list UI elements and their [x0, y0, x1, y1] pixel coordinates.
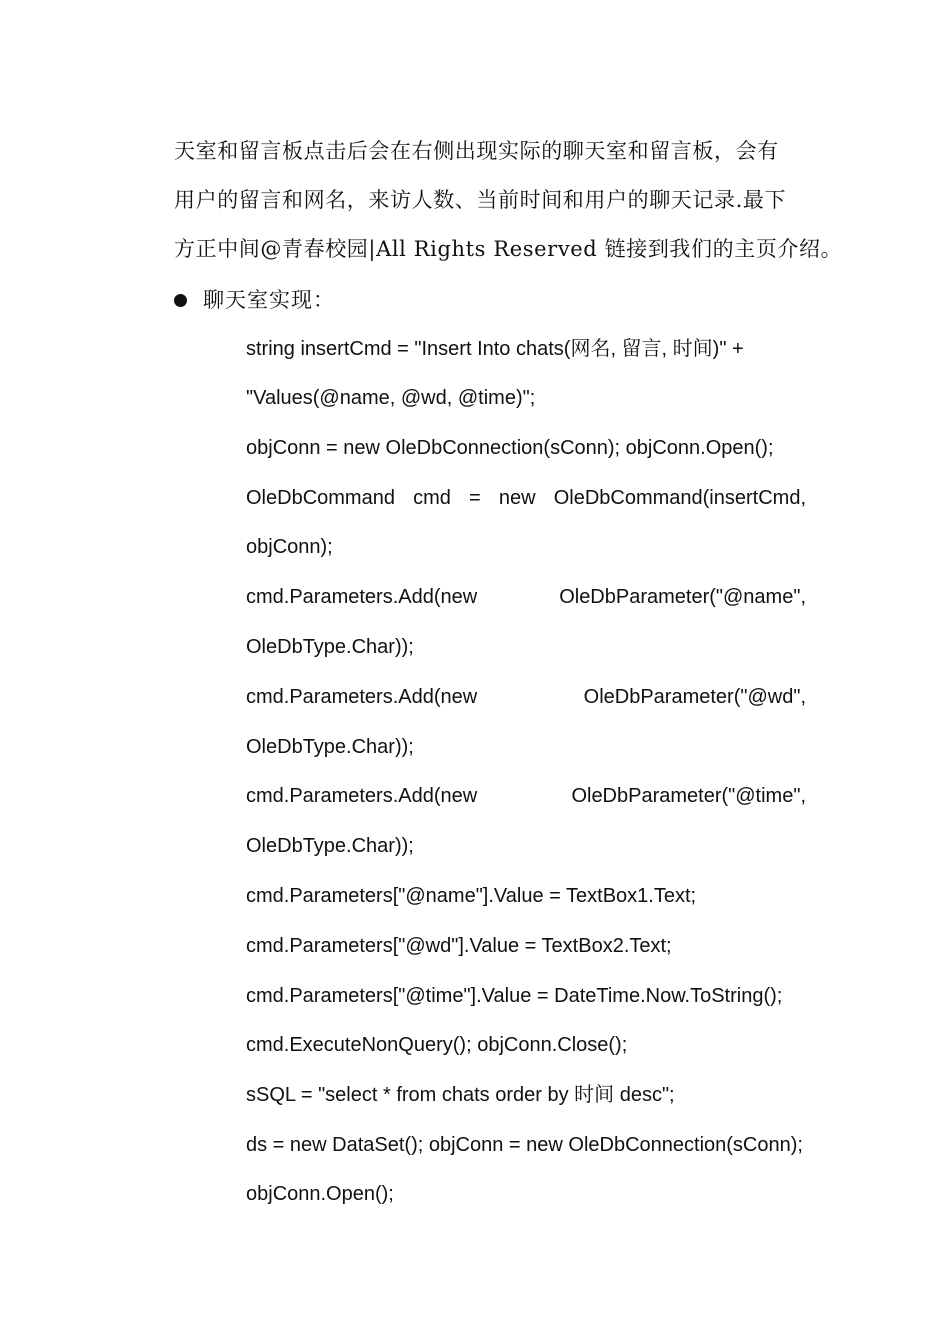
- code-line-16: sSQL = "select * from chats order by 时间 desc";: [246, 1084, 675, 1106]
- paragraph-line-1: 天室和留言板点击后会在右侧出现实际的聊天室和留言板，会有: [174, 139, 779, 163]
- code-token: OleDbParameter("@time",: [571, 785, 806, 807]
- code-line-8: [246, 683, 806, 711]
- code-token: OleDbParameter("@wd",: [583, 686, 806, 708]
- paragraph-line-2: 用户的留言和网名，来访人数、当前时间和用户的聊天记录.最下: [174, 188, 787, 212]
- code-line-15: cmd.ExecuteNonQuery(); objConn.Close();: [246, 1034, 628, 1056]
- bullet-label: 聊天室实现：: [203, 288, 335, 312]
- code-line-17: ds = new DataSet(); objConn = new OleDbConnection(sConn);: [246, 1134, 803, 1156]
- code-line-12: cmd.Parameters["@name"].Value = TextBox1.Text;: [246, 885, 697, 907]
- code-line-7: OleDbType.Char));: [246, 636, 414, 658]
- code-line-4: [246, 484, 806, 512]
- code-line-5: objConn);: [246, 536, 333, 558]
- code-line-9: OleDbType.Char));: [246, 736, 414, 758]
- code-token: new: [498, 487, 536, 509]
- code-line-10: [246, 782, 806, 810]
- code-line-11: OleDbType.Char));: [246, 835, 414, 857]
- code-token: OleDbCommand(insertCmd,: [553, 487, 806, 509]
- code-token: cmd.Parameters.Add(new: [246, 686, 478, 708]
- code-line-2: "Values(@name, @wd, @time)";: [246, 387, 536, 409]
- code-token: cmd.Parameters.Add(new: [246, 586, 478, 608]
- code-line-18: objConn.Open();: [246, 1183, 394, 1205]
- code-token: cmd.Parameters.Add(new: [246, 785, 478, 807]
- code-line-13: cmd.Parameters["@wd"].Value = TextBox2.Text;: [246, 935, 672, 957]
- code-token: OleDbParameter("@name",: [559, 586, 806, 608]
- code-token: cmd: [413, 487, 451, 509]
- code-line-3: objConn = new OleDbConnection(sConn); objConn.Open();: [246, 437, 774, 459]
- code-line-6: [246, 583, 806, 611]
- paragraph-line-3: 方正中间@青春校园|All Rights Reserved 链接到我们的主页介绍。: [174, 237, 843, 261]
- bullet-dot-icon: [174, 294, 187, 307]
- code-token: OleDbCommand: [246, 487, 395, 509]
- bullet-item: [174, 286, 335, 314]
- code-token: =: [469, 487, 481, 509]
- code-line-1: string insertCmd = "Insert Into chats(网名, 留言, 时间)" +: [246, 338, 744, 360]
- code-line-14: cmd.Parameters["@time"].Value = DateTime.Now.ToString();: [246, 985, 783, 1007]
